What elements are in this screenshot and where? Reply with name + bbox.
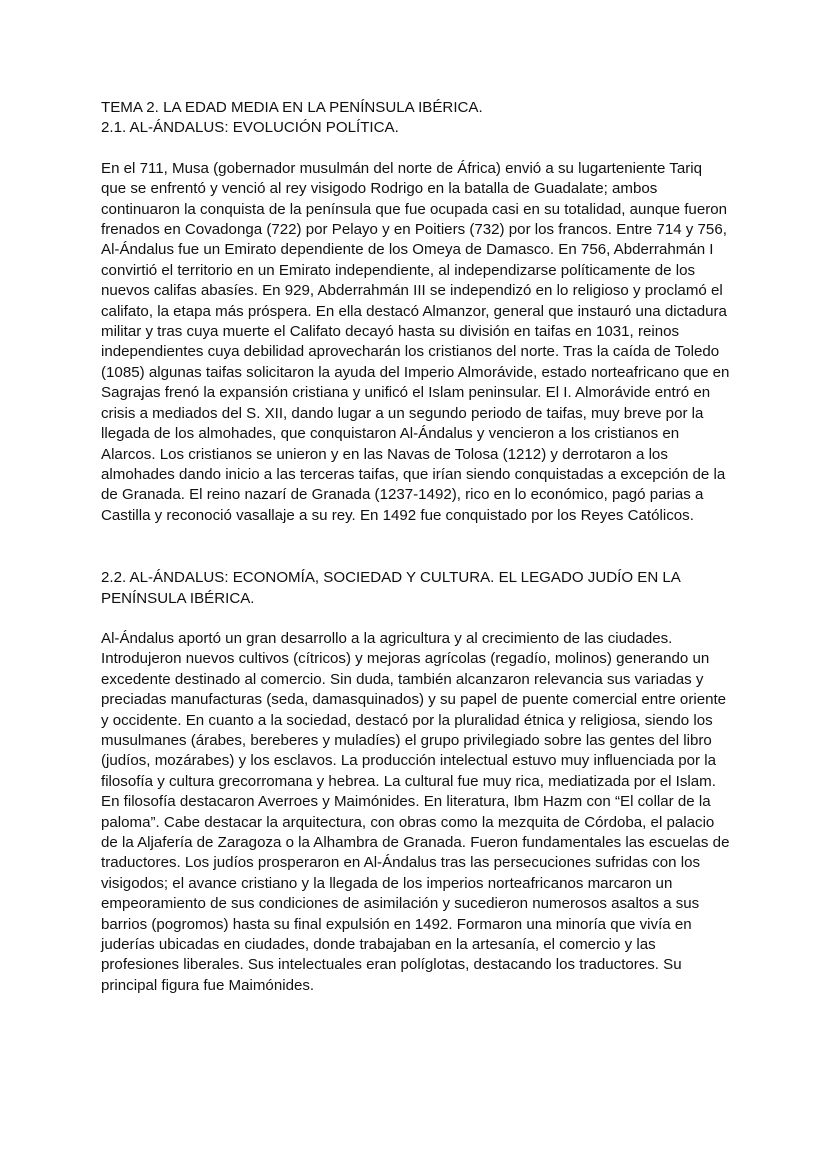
- section-1-paragraph: En el 711, Musa (gobernador musulmán del norte de África) envió a su lugarteniente Tariq que se enfrentó y venció al rey visigodo Rodrigo en la batalla de Guadalate; ambos continuaron la conquista de la península que fue ocupada casi en su totalidad, aunque fueron frenados en Covadonga (722) por Pelayo y en Poitiers (732) por los francos. Entre 714 y 756, Al-Ándalus fue un Emirato dependiente de los Omeya de Damasco. En 756, Abderrahmán I convirtió el territorio en un Emirato independiente, al independizarse políticamente de los nuevos califas abasíes. En 929, Abderrahmán III se independizó en lo religioso y proclamó el califato, la etapa más próspera. En ella destacó Almanzor, general que instauró una dictadura militar y tras cuya muerte el Califato decayó hasta su división en taifas en 1031, reinos independientes cuya debilidad aprovecharán los cristianos del norte. Tras la caída de Toledo (1085) algunas taifas solicitaron la ayuda del Imperio Almorávide, estado norteafricano que en Sagrajas frenó la expansión cristiana y unificó el Islam peninsular. El I. Almorávide entró en crisis a mediados del S. XII, dando lugar a un segundo periodo de taifas, muy breve por la llegada de los almohades, que conquistaron Al-Ándalus y vencieron a los cristianos en Alarcos. Los cristianos se unieron y en las Navas de Tolosa (1212) y derrotaron a los almohades dando inicio a las terceras taifas, que irían siendo conquistadas a excepción de la de Granada. El reino nazarí de Granada (1237-1492), rico en lo económico, pagó parias a Castilla y reconoció vasallaje a su rey. En 1492 fue conquistado por los Reyes Católicos.: [101, 159, 730, 524]
- section-2-heading: 2.2. AL-ÁNDALUS: ECONOMÍA, SOCIEDAD Y CULTURA. EL LEGADO JUDÍO EN LA PENÍNSULA IBÉRICA.: [101, 569, 681, 607]
- spacer: [101, 139, 731, 159]
- spacer: [101, 609, 731, 629]
- section-1-heading: 2.1. AL-ÁNDALUS: EVOLUCIÓN POLÍTICA.: [101, 119, 399, 137]
- document-title: TEMA 2. LA EDAD MEDIA EN LA PENÍNSULA IBÉRICA.: [101, 99, 483, 116]
- spacer: [101, 526, 731, 568]
- document-page: [101, 98, 731, 996]
- section-2-paragraph: Al-Ándalus aportó un gran desarrollo a la agricultura y al crecimiento de las ciudades. Introdujeron nuevos cultivos (cítricos) y mejoras agrícolas (regadío, molinos) generando un excedente destinado al comercio. Sin duda, también alcanzaron relevancia sus variadas y preciadas manufacturas (seda, damasquinados) y su papel de puente comercial entre oriente y occidente. En cuanto a la sociedad, destacó por la pluralidad étnica y religiosa, siendo los musulmanes (árabes, bereberes y muladíes) el grupo privilegiado sobre las gentes del libro (judíos, mozárabes) y los esclavos. La producción intelectual estuvo muy influenciada por la filosofía y cultura grecorromana y hebrea. La cultural fue muy rica, mediatizada por el Islam. En filosofía destacaron Averroes y Maimónides. En literatura, Ibm Hazm con “El collar de la paloma”. Cabe destacar la arquitectura, con obras como la mezquita de Córdoba, el palacio de la Aljafería de Zaragoza o la Alhambra de Granada. Fueron fundamentales las escuelas de traductores. Los judíos prosperaron en Al-Ándalus tras las persecuciones sufridas con los visigodos; el avance cristiano y la llegada de los imperios norteafricanos marcaron un empeoramiento de sus condiciones de asimilación y sucedieron numerosos asaltos a sus barrios (pogromos) hasta su final expulsión en 1492. Formaron una minoría que vivía en juderías ubicadas en ciudades, donde trabajaban en la artesanía, el comercio y las profesiones liberales. Sus intelectuales eran políglotas, destacando los traductores. Su principal figura fue Maimónides.: [101, 629, 730, 994]
